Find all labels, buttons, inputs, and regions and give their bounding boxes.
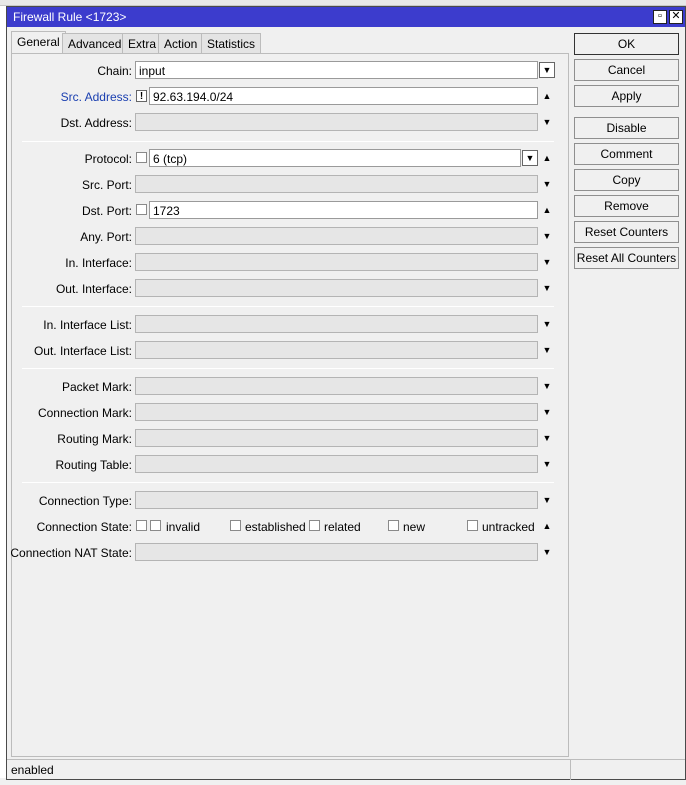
tab-statistics[interactable]: Statistics bbox=[201, 33, 261, 53]
chain-value: input bbox=[139, 64, 166, 78]
out-interface-expand-icon[interactable]: ▼ bbox=[542, 283, 552, 293]
tab-action[interactable]: Action bbox=[158, 33, 203, 53]
out-interface-list-field[interactable] bbox=[135, 341, 538, 359]
disable-button[interactable]: Disable bbox=[574, 117, 679, 139]
in-interface-list-field[interactable] bbox=[135, 315, 538, 333]
connection-nat-state-expand-icon[interactable]: ▼ bbox=[542, 547, 552, 557]
reset-counters-button[interactable]: Reset Counters bbox=[574, 221, 679, 243]
cancel-button[interactable]: Cancel bbox=[574, 59, 679, 81]
separator bbox=[22, 368, 554, 369]
separator bbox=[22, 482, 554, 483]
in-interface-list-expand-icon[interactable]: ▼ bbox=[542, 319, 552, 329]
related-checkbox[interactable] bbox=[309, 520, 320, 531]
src-port-field[interactable] bbox=[135, 175, 538, 193]
routing-table-expand-icon[interactable]: ▼ bbox=[542, 459, 552, 469]
any-port-label: Any. Port: bbox=[80, 230, 132, 244]
new-label: new bbox=[403, 520, 426, 534]
connection-type-field[interactable] bbox=[135, 491, 538, 509]
connection-nat-state-field[interactable] bbox=[135, 543, 538, 561]
window-title: Firewall Rule <1723> bbox=[13, 10, 127, 24]
protocol-dropdown-icon[interactable]: ▼ bbox=[522, 150, 538, 166]
src-address-value: 92.63.194.0/24 bbox=[153, 90, 234, 104]
invalid-label: invalid bbox=[166, 520, 201, 534]
status-divider bbox=[570, 760, 571, 780]
protocol-negate-checkbox[interactable] bbox=[136, 152, 147, 163]
routing-mark-expand-icon[interactable]: ▼ bbox=[542, 433, 552, 443]
firewall-rule-dialog bbox=[6, 6, 686, 780]
connection-type-expand-icon[interactable]: ▼ bbox=[542, 495, 552, 505]
established-label: established bbox=[245, 520, 306, 534]
dst-address-expand-icon[interactable]: ▼ bbox=[542, 117, 552, 127]
untracked-label: untracked bbox=[482, 520, 535, 534]
out-interface-list-label: Out. Interface List: bbox=[33, 344, 132, 358]
connection-nat-state-label: Connection NAT State: bbox=[10, 546, 132, 560]
connection-type-label: Connection Type: bbox=[38, 494, 132, 508]
dst-address-label: Dst. Address: bbox=[60, 116, 132, 130]
any-port-field[interactable] bbox=[135, 227, 538, 245]
dst-port-field[interactable] bbox=[149, 201, 538, 219]
connection-state-label: Connection State: bbox=[36, 520, 132, 534]
src-address-label: Src. Address: bbox=[60, 90, 132, 104]
reset-all-counters-button[interactable]: Reset All Counters bbox=[574, 247, 679, 269]
out-interface-field[interactable] bbox=[135, 279, 538, 297]
in-interface-field[interactable] bbox=[135, 253, 538, 271]
src-port-label: Src. Port: bbox=[81, 178, 132, 192]
dst-address-field[interactable] bbox=[135, 113, 538, 131]
tab-extra[interactable]: Extra bbox=[122, 33, 162, 53]
established-checkbox[interactable] bbox=[230, 520, 241, 531]
maximize-icon[interactable]: ▫ bbox=[653, 10, 667, 24]
out-interface-label: Out. Interface: bbox=[55, 282, 132, 296]
separator bbox=[22, 306, 554, 307]
apply-button[interactable]: Apply bbox=[574, 85, 679, 107]
in-interface-expand-icon[interactable]: ▼ bbox=[542, 257, 552, 267]
close-icon[interactable]: ✕ bbox=[669, 10, 683, 24]
comment-button[interactable]: Comment bbox=[574, 143, 679, 165]
protocol-label: Protocol: bbox=[84, 152, 132, 166]
in-interface-list-label: In. Interface List: bbox=[43, 318, 132, 332]
packet-mark-expand-icon[interactable]: ▼ bbox=[542, 381, 552, 391]
src-address-collapse-icon[interactable]: ▲ bbox=[542, 91, 552, 101]
connection-state-collapse-icon[interactable]: ▲ bbox=[542, 521, 552, 531]
routing-table-field[interactable] bbox=[135, 455, 538, 473]
general-panel bbox=[11, 53, 569, 757]
connection-mark-expand-icon[interactable]: ▼ bbox=[542, 407, 552, 417]
src-address-field[interactable] bbox=[149, 87, 538, 105]
routing-mark-field[interactable] bbox=[135, 429, 538, 447]
status-text: enabled bbox=[11, 763, 54, 777]
connection-mark-field[interactable] bbox=[135, 403, 538, 421]
related-label: related bbox=[324, 520, 361, 534]
src-address-negate-toggle[interactable]: ! bbox=[136, 90, 147, 102]
packet-mark-label: Packet Mark: bbox=[61, 380, 132, 394]
protocol-field[interactable] bbox=[149, 149, 521, 167]
untracked-checkbox[interactable] bbox=[467, 520, 478, 531]
dst-port-negate-checkbox[interactable] bbox=[136, 204, 147, 215]
dst-port-value: 1723 bbox=[153, 204, 180, 218]
status-bar bbox=[7, 759, 685, 779]
out-interface-list-expand-icon[interactable]: ▼ bbox=[542, 345, 552, 355]
chain-field[interactable] bbox=[135, 61, 538, 79]
title-bar[interactable] bbox=[7, 7, 685, 27]
remove-button[interactable]: Remove bbox=[574, 195, 679, 217]
new-checkbox[interactable] bbox=[388, 520, 399, 531]
chain-dropdown-icon[interactable]: ▼ bbox=[539, 62, 555, 78]
connection-state-negate-checkbox[interactable] bbox=[136, 520, 147, 531]
tab-general[interactable]: General bbox=[11, 31, 66, 53]
ok-button[interactable]: OK bbox=[574, 33, 679, 55]
routing-mark-label: Routing Mark: bbox=[57, 432, 132, 446]
packet-mark-field[interactable] bbox=[135, 377, 538, 395]
separator bbox=[22, 141, 554, 142]
protocol-value: 6 (tcp) bbox=[153, 152, 188, 166]
routing-table-label: Routing Table: bbox=[55, 458, 132, 472]
src-port-expand-icon[interactable]: ▼ bbox=[542, 179, 552, 189]
tab-advanced[interactable]: Advanced bbox=[62, 33, 127, 53]
in-interface-label: In. Interface: bbox=[65, 256, 132, 270]
protocol-collapse-icon[interactable]: ▲ bbox=[542, 153, 552, 163]
chain-label: Chain: bbox=[97, 64, 132, 78]
connection-mark-label: Connection Mark: bbox=[37, 406, 132, 420]
invalid-checkbox[interactable] bbox=[150, 520, 161, 531]
dst-port-label: Dst. Port: bbox=[81, 204, 132, 218]
dst-port-collapse-icon[interactable]: ▲ bbox=[542, 205, 552, 215]
copy-button[interactable]: Copy bbox=[574, 169, 679, 191]
any-port-expand-icon[interactable]: ▼ bbox=[542, 231, 552, 241]
